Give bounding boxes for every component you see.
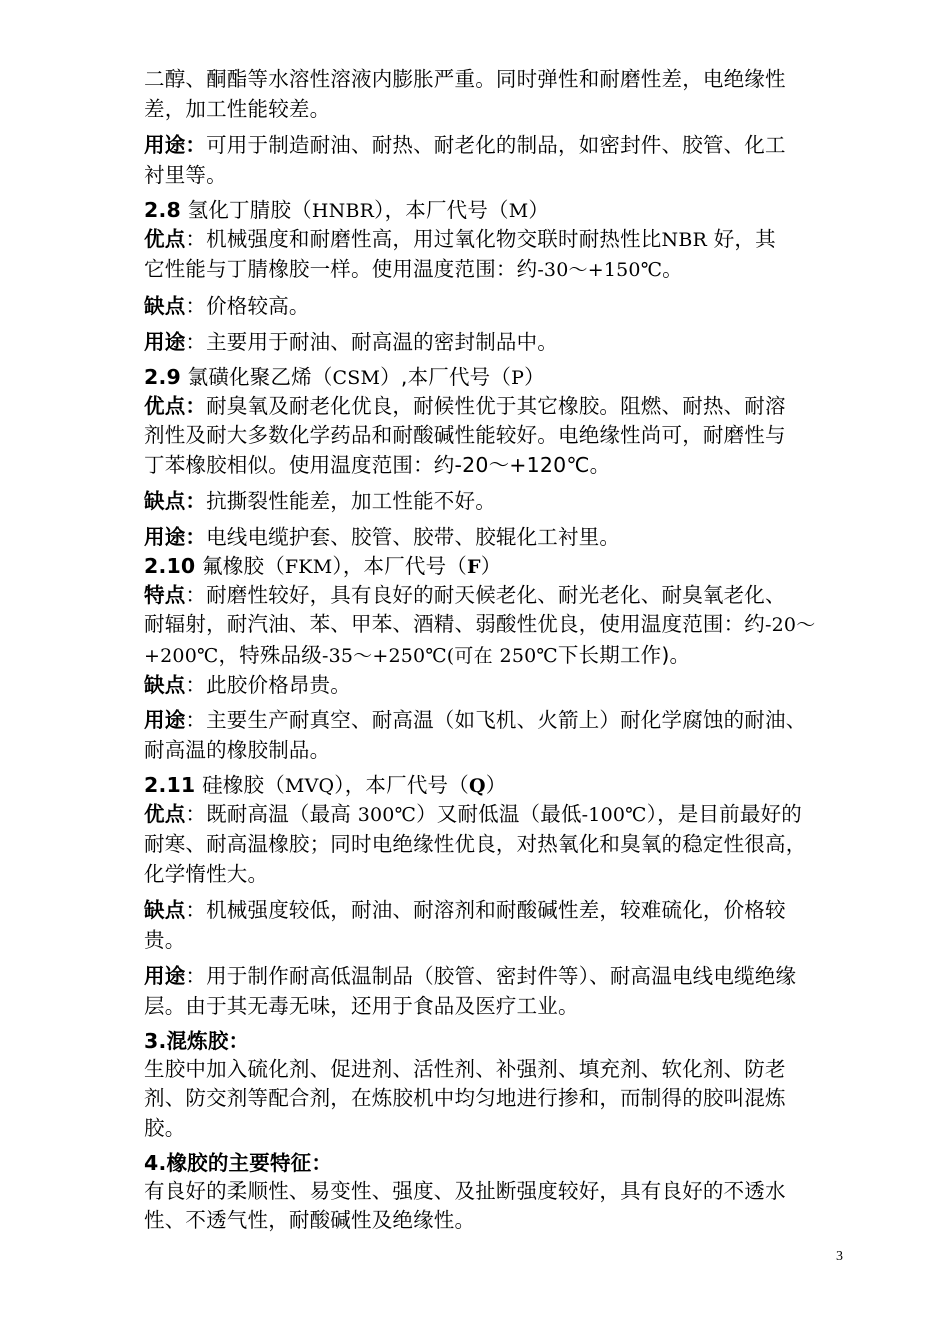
hnbr-advantages-line: 优点：机械强度和耐磨性高，用过氧化物交联时耐热性比NBR 好，其 xyxy=(144,227,776,251)
text-line: 性、不透气性，耐酸碱性及绝缘性。 xyxy=(144,1208,476,1232)
disadvantages-label: 缺点 xyxy=(144,294,186,318)
features-label: 特点 xyxy=(144,583,186,607)
text-line: 化学惰性大。 xyxy=(144,862,269,886)
text-line: 生胶中加入硫化剂、促进剂、活性剂、补强剂、填充剂、软化剂、防老 xyxy=(144,1057,786,1081)
fkm-features-line: 特点：耐磨性较好，具有良好的耐天候老化、耐光老化、耐臭氧老化、 xyxy=(144,583,786,607)
section-heading-2-10: 2.10 氟橡胶（FKM），本厂代号（F） xyxy=(144,554,502,578)
text-line: 有良好的柔顺性、易变性、强度、及扯断强度较好，具有良好的不透水 xyxy=(144,1179,786,1203)
mvq-disadvantages-line: 缺点：机械强度较低，耐油、耐溶剂和耐酸碱性差，较难硫化，价格较 xyxy=(144,898,786,922)
usage-label: 用途 xyxy=(144,708,186,732)
usage-label: 用途： xyxy=(144,133,207,157)
disadvantages-label: 缺点 xyxy=(144,673,186,697)
disadvantages-label: 缺点： xyxy=(144,489,207,513)
usage-label: 用途 xyxy=(144,330,186,354)
usage-label: 用途 xyxy=(144,964,186,988)
nbr-usage-line: 用途：可用于制造耐油、耐热、耐老化的制品，如密封件、胶管、化工 xyxy=(144,133,786,157)
text-line: 耐高温的橡胶制品。 xyxy=(144,738,331,762)
advantages-label: 优点 xyxy=(144,802,186,826)
text-line: 耐寒、耐高温橡胶；同时电绝缘性优良，对热氧化和臭氧的稳定性很高， xyxy=(144,832,807,856)
text-line: 差，加工性能较差。 xyxy=(144,97,331,121)
text-line: +200℃，特殊品级-35～+250℃(可在 250℃下长期工作)。 xyxy=(144,643,691,667)
csm-disadvantages-line: 缺点：抗撕裂性能差，加工性能不好。 xyxy=(144,489,496,513)
mvq-usage-line: 用途：用于制作耐高低温制品（胶管、密封件等）、耐高温电线电缆绝缘 xyxy=(144,964,797,988)
disadvantages-label: 缺点 xyxy=(144,898,186,922)
hnbr-usage-line: 用途：主要用于耐油、耐高温的密封制品中。 xyxy=(144,330,559,354)
text-line: 衬里等。 xyxy=(144,163,227,187)
text-line: 耐辐射，耐汽油、苯、甲苯、酒精、弱酸性优良，使用温度范围：约-20～ xyxy=(144,612,816,636)
csm-usage-line: 用途：电线电缆护套、胶管、胶带、胶辊化工衬里。 xyxy=(144,525,621,549)
document-page xyxy=(144,64,854,1235)
section-heading-3: 3.混炼胶： xyxy=(144,1029,250,1053)
text-line: 它性能与丁腈橡胶一样。使用温度范围：约-30～+150℃。 xyxy=(144,257,683,281)
text-line: 层。由于其无毒无味，还用于食品及医疗工业。 xyxy=(144,994,579,1018)
text-line: 剂、防交剂等配合剂，在炼胶机中均匀地进行掺和，而制得的胶叫混炼 xyxy=(144,1086,786,1110)
fkm-usage-line: 用途：主要生产耐真空、耐高温（如飞机、火箭上）耐化学腐蚀的耐油、 xyxy=(144,708,807,732)
usage-label: 用途： xyxy=(144,525,207,549)
mvq-advantages-line: 优点：既耐高温（最高 300℃）又耐低温（最低-100℃），是目前最好的 xyxy=(144,802,802,826)
text-line: 胶。 xyxy=(144,1116,186,1140)
section-heading-2-11: 2.11 硅橡胶（MVQ），本厂代号（Q） xyxy=(144,773,507,797)
text-line: 贵。 xyxy=(144,928,186,952)
advantages-label: 优点： xyxy=(144,394,207,418)
section-heading-2-8: 2.8 氢化丁腈胶（HNBR），本厂代号（M） xyxy=(144,198,550,222)
csm-advantages-line: 优点：耐臭氧及耐老化优良，耐候性优于其它橡胶。阻燃、耐热、耐溶 xyxy=(144,394,786,418)
fkm-disadvantages-line: 缺点：此胶价格昂贵。 xyxy=(144,673,352,697)
text-line: 剂性及耐大多数化学药品和耐酸碱性能较好。电绝缘性尚可，耐磨性与 xyxy=(144,423,786,447)
section-heading-2-9: 2.9 氯磺化聚乙烯（CSM）,本厂代号（P） xyxy=(144,365,545,389)
text-line: 丁苯橡胶相似。使用温度范围：约-20～+120℃。 xyxy=(144,453,611,477)
page-number: 3 xyxy=(836,1249,843,1264)
text-line: 二醇、酮酯等水溶性溶液内膨胀严重。同时弹性和耐磨性差，电绝缘性 xyxy=(144,67,786,91)
section-heading-4: 4.橡胶的主要特征： xyxy=(144,1151,333,1175)
advantages-label: 优点 xyxy=(144,227,186,251)
hnbr-disadvantages-line: 缺点：价格较高。 xyxy=(144,294,310,318)
